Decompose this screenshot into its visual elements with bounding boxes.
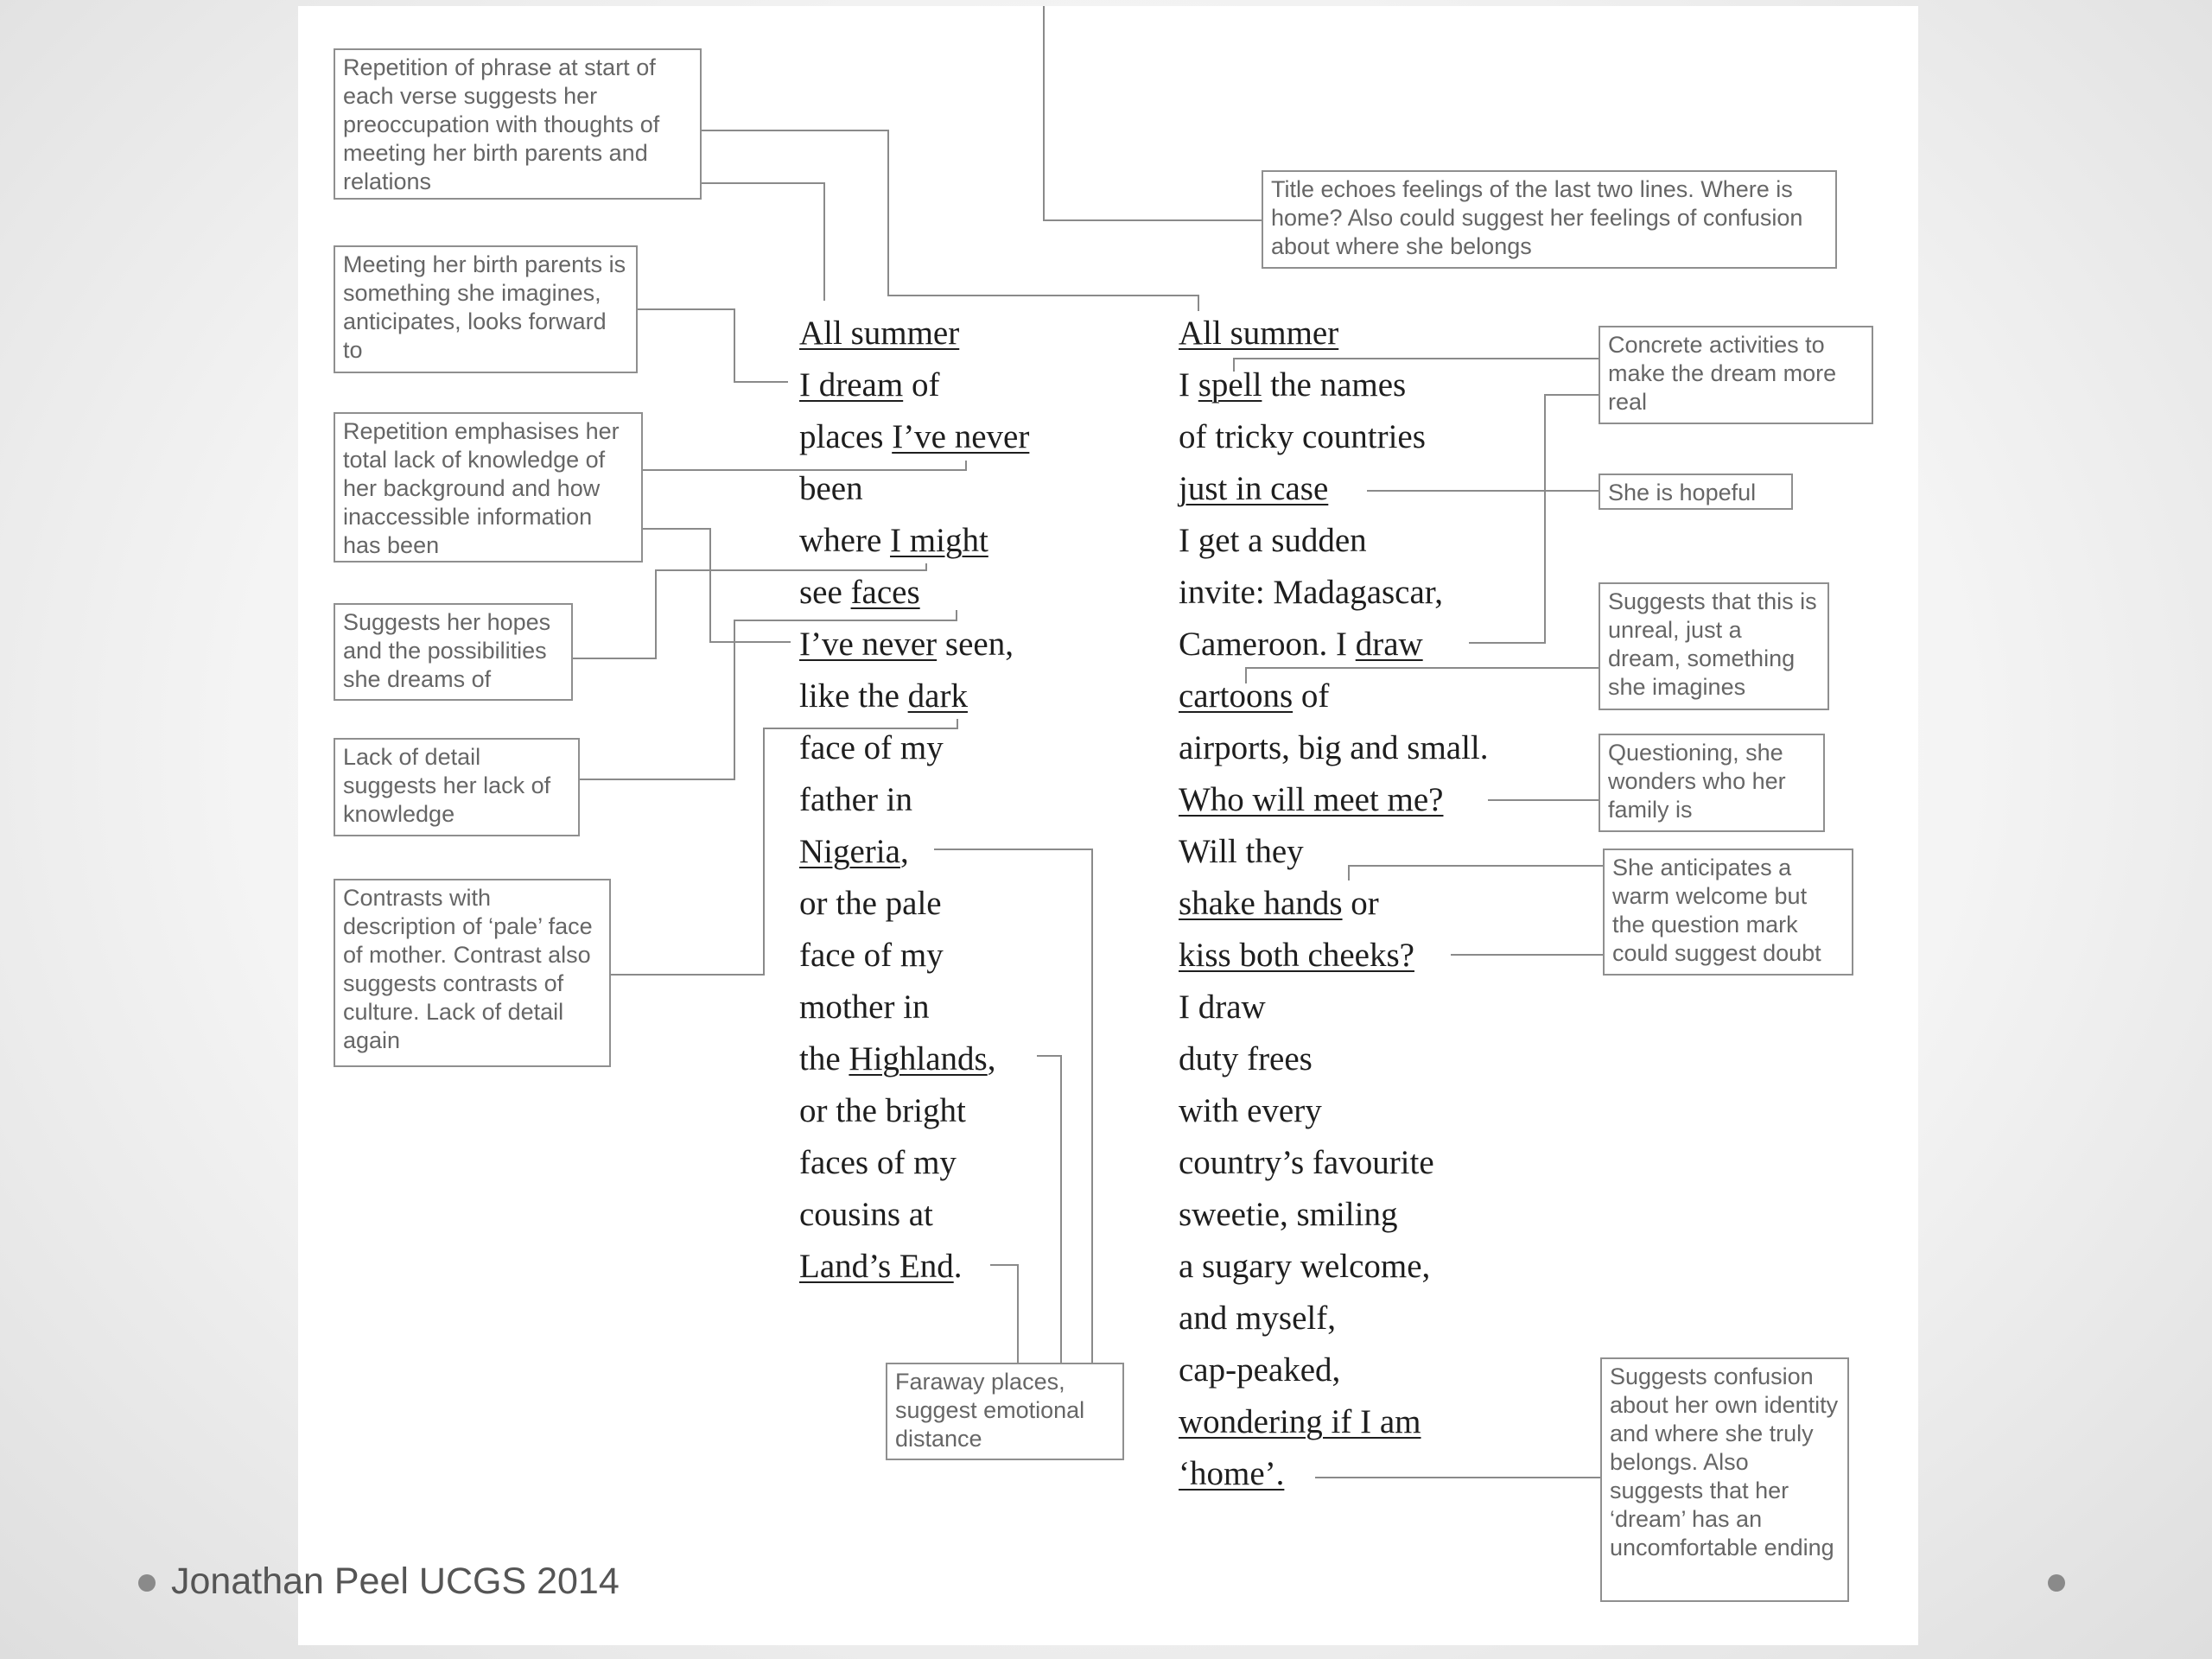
poem-line (1179, 470, 1328, 508)
poem-line (1179, 315, 1338, 353)
poem-line (1179, 1092, 1322, 1130)
poem-text: where (799, 522, 891, 559)
poem-text: face of my (799, 729, 944, 766)
poem-text: or (1342, 885, 1379, 922)
annotation-confusion-identity: Suggests confusion about her own identity and where she truly belongs. Also suggests that her ‘dream’ has an uncomfortable ending (1600, 1357, 1849, 1602)
poem-text: and myself, (1179, 1300, 1336, 1337)
poem-text: airports, big and small. (1179, 729, 1489, 766)
underlined-phrase: faces (850, 574, 920, 611)
footer-bullet-icon (2048, 1574, 2065, 1592)
underlined-phrase: dark (907, 677, 968, 715)
annotation-unreal-dream: Suggests that this is unreal, just a dream, something she imagines (1599, 582, 1829, 710)
poem-line (799, 729, 944, 767)
poem-line (1179, 885, 1379, 923)
poem-text: been (799, 470, 863, 507)
poem-line (799, 1196, 933, 1234)
underlined-phrase: All summer (1179, 315, 1339, 352)
poem-line (1179, 1455, 1284, 1493)
poem-text: , (899, 833, 909, 870)
poem-line (1179, 677, 1329, 715)
poem-text: like the (799, 677, 908, 715)
underlined-phrase: just in case (1179, 470, 1329, 507)
poem-text: cap-peaked, (1179, 1351, 1341, 1389)
underlined-phrase: Highlands (849, 1040, 988, 1077)
underlined-phrase: kiss both cheeks? (1179, 937, 1414, 974)
underlined-phrase: shake hands (1179, 885, 1343, 922)
underlined-phrase: spell (1198, 366, 1262, 404)
poem-text: , (987, 1040, 996, 1077)
poem-line (1179, 988, 1266, 1027)
poem-text: a sugary welcome, (1179, 1248, 1431, 1285)
annotation-questioning: Questioning, she wonders who her family is (1599, 734, 1825, 832)
poem-text: . (953, 1248, 963, 1285)
annotation-repetition-emphasis: Repetition emphasises her total lack of knowledge of her background and how inaccessible information has been (334, 412, 643, 563)
poem-line (799, 1092, 966, 1130)
poem-text: invite: Madagascar, (1179, 574, 1443, 611)
underlined-phrase: All summer (799, 315, 960, 352)
poem-line (1179, 1040, 1313, 1078)
annotation-title-echoes: Title echoes feelings of the last two lines. Where is home? Also could suggest her feelings of confusion about where she belongs (1262, 170, 1837, 269)
poem-line (799, 1144, 957, 1182)
underlined-phrase: cartoons (1179, 677, 1294, 715)
poem-text: seen, (937, 626, 1014, 663)
annotation-faraway-places: Faraway places, suggest emotional distance (886, 1363, 1124, 1460)
poem-line (799, 833, 909, 871)
poem-text: face of my (799, 937, 944, 974)
poem-text: faces of my (799, 1144, 957, 1181)
poem-line (1179, 1248, 1430, 1286)
poem-line (1179, 574, 1443, 612)
annotation-lack-of-detail: Lack of detail suggests her lack of knowledge (334, 738, 580, 836)
poem-line (799, 418, 1029, 456)
poem-text: cousins at (799, 1196, 933, 1233)
poem-line (799, 937, 944, 975)
poem-line (1179, 1196, 1397, 1234)
poem-line (799, 1248, 962, 1286)
poem-line (1179, 522, 1367, 560)
underlined-phrase: Nigeria (799, 833, 900, 870)
poem-line (1179, 1144, 1434, 1182)
underlined-phrase: wondering if I am (1179, 1403, 1421, 1440)
poem-text: of tricky countries (1179, 418, 1426, 455)
annotation-she-is-hopeful: She is hopeful (1599, 474, 1793, 510)
poem-text: country’s favourite (1179, 1144, 1434, 1181)
annotation-meeting-birth-parents: Meeting her birth parents is something she imagines, anticipates, looks forward to (334, 245, 638, 373)
poem-text: mother in (799, 988, 930, 1026)
poem-text: Cameroon. I (1179, 626, 1356, 663)
poem-line (1179, 937, 1414, 975)
poem-line (1179, 729, 1489, 767)
poem-line (799, 470, 863, 508)
poem-line (1179, 418, 1426, 456)
annotation-repetition-phrase: Repetition of phrase at start of each verse suggests her preoccupation with thoughts of meeting her birth parents and relations (334, 48, 702, 200)
annotation-warm-welcome: She anticipates a warm welcome but the question mark could suggest doubt (1603, 849, 1853, 976)
poem-text: or the bright (799, 1092, 966, 1129)
poem-line (799, 315, 959, 353)
poem-text: Will they (1179, 833, 1304, 870)
poem-line (799, 885, 942, 923)
poem-line (1179, 626, 1423, 664)
annotation-contrasts: Contrasts with description of ‘pale’ face of mother. Contrast also suggests contrasts of culture. Lack of detail again (334, 879, 611, 1067)
poem-text: sweetie, smiling (1179, 1196, 1398, 1233)
poem-text: places (799, 418, 893, 455)
poem-text: I (1179, 366, 1198, 404)
poem-line (799, 988, 930, 1027)
poem-line (799, 574, 920, 612)
footer-bullet-icon (138, 1574, 156, 1592)
underlined-phrase: ‘home’. (1179, 1455, 1285, 1492)
poem-text: with every (1179, 1092, 1322, 1129)
underlined-phrase: I’ve never (892, 418, 1030, 455)
underlined-phrase: Land’s End (799, 1248, 954, 1285)
annotation-concrete-activities: Concrete activities to make the dream more real (1599, 326, 1873, 424)
poem-text: of (903, 366, 940, 404)
poem-line (799, 781, 912, 819)
poem-line (1179, 1403, 1421, 1441)
poem-line (799, 366, 939, 404)
poem-text: I draw (1179, 988, 1266, 1026)
poem-line (799, 522, 988, 560)
poem-line (799, 1040, 995, 1078)
poem-line (1179, 366, 1406, 404)
poem-line (799, 677, 968, 715)
underlined-phrase: I might (890, 522, 988, 559)
poem-line (1179, 781, 1443, 819)
poem-text: of (1293, 677, 1330, 715)
footer-credit: Jonathan Peel UCGS 2014 (171, 1560, 620, 1602)
underlined-phrase: I dream (799, 366, 904, 404)
poem-line (1179, 1351, 1340, 1389)
poem-text: see (799, 574, 851, 611)
poem-text: the names (1262, 366, 1407, 404)
poem-line (1179, 1300, 1336, 1338)
underlined-phrase: draw (1355, 626, 1423, 663)
underlined-phrase: I’ve never (799, 626, 938, 663)
poem-line (1179, 833, 1304, 871)
annotation-hopes-possibilities: Suggests her hopes and the possibilities she dreams of (334, 603, 573, 701)
poem-text: or the pale (799, 885, 942, 922)
underlined-phrase: Who will meet me? (1179, 781, 1444, 818)
poem-text: father in (799, 781, 913, 818)
poem-text: duty frees (1179, 1040, 1313, 1077)
poem-text: the (799, 1040, 849, 1077)
poem-text: I get a sudden (1179, 522, 1367, 559)
poem-line (799, 626, 1014, 664)
